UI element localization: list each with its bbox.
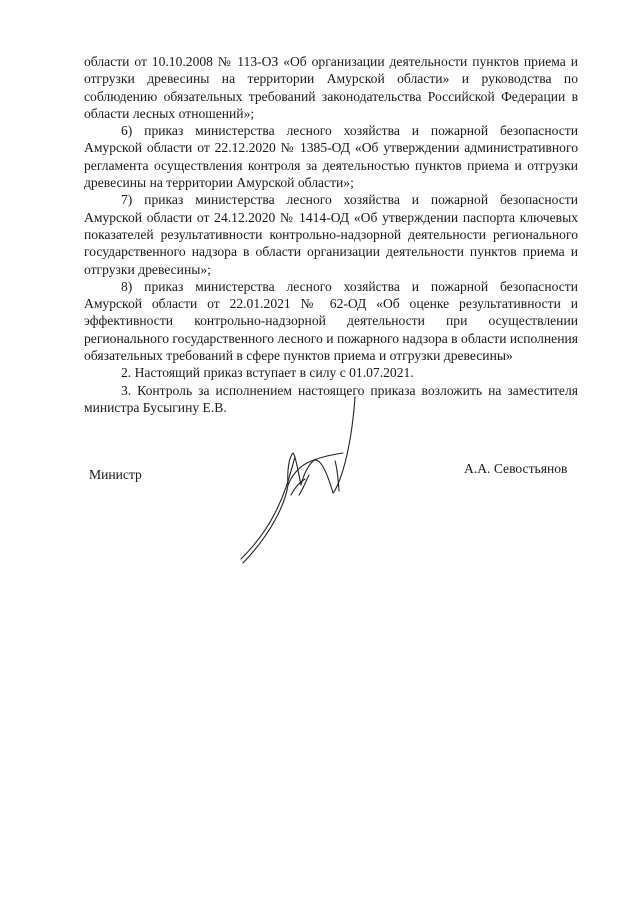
handwritten-signature [225,395,375,570]
paragraph-item-6: 6) приказ министерства лесного хозяйства и пожарной безопасности Амурской области от 22.12.2020 № 1385-ОД «Об утверждении административного регламента осуществления контроля за деятельностью пунктов приема и отгрузки древесины на территории Амурской области»; [84,123,578,191]
paragraph-item-7: 7) приказ министерства лесного хозяйства и пожарной безопасности Амурской области от 24.12.2020 № 1414-ОД «Об утверждении паспорта ключевых показателей результативности контрольно-надзорной деятельности регионального государственного надзора в области организации деятельности пунктов приема и отгрузки древесины»; [84,192,578,277]
paragraph-continuation: области от 10.10.2008 № 113-ОЗ «Об организации деятельности пунктов приема и отгрузки древесины на территории Амурской области» и руководства по соблюдению обязательных требований законодательства Российской Федерации в области лесных отношений»; [84,54,578,121]
paragraph-item-8: 8) приказ министерства лесного хозяйства и пожарной безопасности Амурской области от 22.01.2021 № 62-ОД «Об оценке результативности и эффективности контрольно-надзорной деятельности при осуществлении регионального государственного лесного и пожарного надзора в области исполнения обязательных требований в сфере пунктов приема и отгрузки древесины» [84,278,578,364]
paragraph-clause-3: 3. Контроль за исполнением настоящего приказа возложить на заместителя министра Бусыгину Е.В. [84,382,578,415]
paragraph-clause-2: 2. Настоящий приказ вступает в силу с 01.07.2021. [121,365,414,381]
signatory-title: Министр [89,467,142,482]
document-body [84,53,578,416]
signatory-name: А.А. Севостьянов [464,461,568,476]
